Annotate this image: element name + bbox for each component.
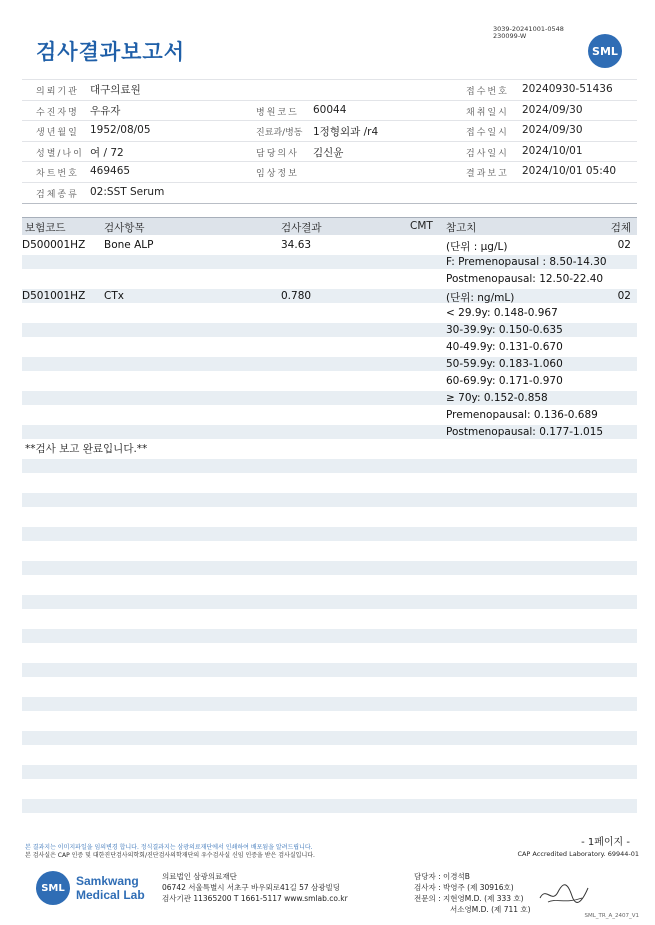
chart-no-value: 469465 (90, 165, 131, 177)
row-ref: < 29.9y: 0.148-0.967 (446, 307, 558, 319)
row-result: 34.63 (281, 239, 312, 251)
image-notice: 본 결과지는 이미지파일을 임의변경 합니다. 정식결과지는 삼광의료재단에서 인쇄하여 배포됨을 알려드립니다. (25, 844, 313, 851)
divider (22, 182, 637, 183)
birth-label: 생년월일 (36, 128, 79, 138)
sml-logo: SML (588, 34, 622, 68)
birth-value: 1952/08/05 (90, 124, 151, 136)
row-ref: 60-69.9y: 0.171-0.970 (446, 375, 563, 387)
col-ref-header: 참고치 (446, 222, 477, 234)
divider (22, 79, 637, 80)
page-number: - 1페이지 - (581, 837, 630, 848)
row-ref: Postmenopausal: 0.177-1.015 (446, 426, 604, 438)
doctor-value: 김신윤 (313, 147, 344, 159)
row-item: CTx (104, 290, 124, 302)
row-stripe (22, 561, 637, 575)
specimen-label: 검체종류 (36, 190, 79, 200)
row-result: 0.780 (281, 290, 312, 302)
specimen-value: 02:SST Serum (90, 186, 165, 198)
document-code: 3039-20241001-0548 230099-W (493, 25, 564, 40)
row-stripe (22, 459, 637, 473)
institution-label: 의뢰기관 (36, 87, 79, 97)
row-ref: F: Premenopausal : 8.50-14.30 (446, 256, 607, 268)
row-stripe (22, 629, 637, 643)
row-ref: 40-49.9y: 0.131-0.670 (446, 341, 563, 353)
col-code-header: 보험코드 (25, 222, 66, 234)
col-specimen-header: 검체 (610, 222, 631, 234)
row-ref: Postmenopausal: 12.50-22.40 (446, 273, 604, 285)
row-stripe (22, 493, 637, 507)
signature-icon (538, 880, 590, 908)
divider (22, 141, 637, 142)
hospital-code-label: 병원코드 (256, 108, 299, 118)
receipt-no-label: 접수번호 (466, 87, 509, 97)
row-stripe (22, 595, 637, 609)
staff-info: 담당자 : 이경석B 검사자 : 박영주 (제 30916호) 전문의 : 지현영M.D. (제 333 호) 서소영M.D. (제 711 호) (414, 872, 531, 914)
divider (22, 120, 637, 121)
clinical-label: 임상정보 (256, 169, 299, 179)
form-code: SML_TR_A_2407_V1 (584, 913, 639, 919)
row-code: D500001HZ (22, 239, 86, 251)
row-ref: (단위: ng/mL) (446, 292, 515, 304)
row-specimen: 02 (617, 290, 631, 302)
row-stripe (22, 799, 637, 813)
sex-age-value: 여 / 72 (90, 147, 124, 159)
footer-logo-icon: SML (36, 871, 70, 905)
row-ref: 50-59.9y: 0.183-1.060 (446, 358, 563, 370)
col-cmt-header: CMT (410, 220, 433, 232)
cap-accreditation: CAP Accredited Laboratory. 69944-01 (517, 850, 639, 858)
report-title: 검사결과보고서 (36, 40, 186, 64)
divider (22, 161, 637, 162)
hospital-code-value: 60044 (313, 104, 347, 116)
test-date-value: 2024/10/01 (522, 145, 583, 157)
row-ref: (단위 : μg/L) (446, 241, 508, 253)
row-ref: 30-39.9y: 0.150-0.635 (446, 324, 563, 336)
divider (22, 100, 637, 101)
doctor-label: 담당의사 (256, 149, 299, 159)
receive-date-value: 2024/09/30 (522, 124, 583, 136)
dept-label: 진료과/병동 (256, 128, 303, 138)
report-date-value: 2024/10/01 05:40 (522, 165, 617, 177)
col-result-header: 검사결과 (281, 222, 322, 234)
col-item-header: 검사항목 (104, 222, 145, 234)
row-stripe (22, 697, 637, 711)
chart-no-label: 차트번호 (36, 169, 79, 179)
collect-date-value: 2024/09/30 (522, 104, 583, 116)
institution-value: 대구의료원 (90, 84, 141, 96)
patient-value: 우유자 (90, 105, 121, 117)
report-complete-message: **검사 보고 완료입니다.** (25, 443, 148, 455)
row-ref: ≥ 70y: 0.152-0.858 (446, 392, 548, 404)
test-date-label: 검사일시 (466, 149, 509, 159)
row-specimen: 02 (617, 239, 631, 251)
row-stripe (22, 527, 637, 541)
receipt-no-value: 20240930-51436 (522, 83, 613, 95)
patient-label: 수진자명 (36, 108, 79, 118)
collect-date-label: 채취일시 (466, 108, 509, 118)
row-item: Bone ALP (104, 239, 154, 251)
organization-info: 의료법인 삼광의료재단 06742 서울특별시 서초구 바우뫼로41길 57 삼광빌딩 검사기관 11365200 T 1661-5117 www.smlab.co.kr (162, 872, 348, 903)
report-date-label: 결과보고 (466, 169, 509, 179)
row-stripe (22, 731, 637, 745)
dept-value: 1정형외과 /r4 (313, 126, 379, 138)
row-code: D501001HZ (22, 290, 86, 302)
certification-notice: 본 검사실은 CAP 인증 및 대한진단검사의학회/진단검사의학재단의 우수검사실 신임 인증을 받은 검사실입니다. (25, 852, 315, 859)
row-stripe (22, 765, 637, 779)
divider (22, 203, 637, 204)
row-stripe (22, 663, 637, 677)
receive-date-label: 접수일시 (466, 128, 509, 138)
row-ref: Premenopausal: 0.136-0.689 (446, 409, 598, 421)
sex-age-label: 성별/나이 (36, 149, 84, 159)
footer-logo-text: Samkwang Medical Lab (76, 874, 145, 902)
